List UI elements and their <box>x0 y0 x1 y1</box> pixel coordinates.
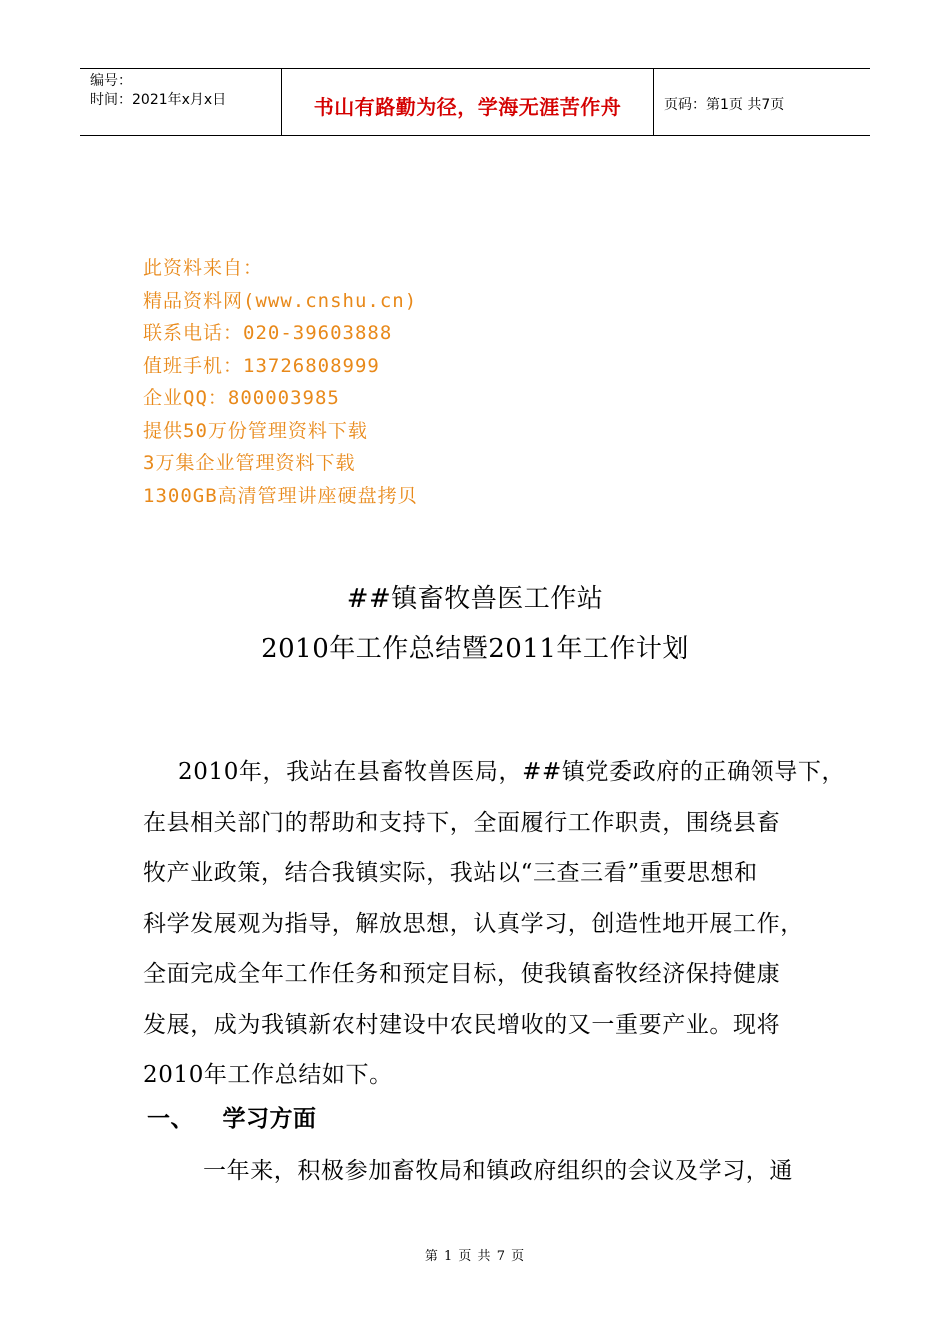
header-meta-cell <box>80 69 282 135</box>
header-page-cell <box>654 69 870 135</box>
source-line-lectures: 1300GB高清管理讲座硬盘拷贝 <box>143 484 418 507</box>
source-line-docs: 提供50万份管理资料下载 <box>143 419 368 442</box>
paragraph-line: 全面完成全年工作任务和预定目标，使我镇畜牧经济保持健康 <box>143 961 781 987</box>
document-number-label: 编号： <box>90 73 132 89</box>
header-motto: 书山有路勤为径，学海无涯苦作舟 <box>313 94 622 119</box>
header-table <box>80 68 870 136</box>
header-motto-cell <box>282 69 654 135</box>
paragraph-line: 一年来，积极参加畜牧局和镇政府组织的会议及学习，通 <box>203 1158 793 1184</box>
source-info-block <box>143 252 418 512</box>
source-line-website: 精品资料网(www.cnshu.cn) <box>143 289 418 312</box>
source-line-mobile: 值班手机：13726808999 <box>143 354 380 377</box>
paragraph-line: 科学发展观为指导，解放思想，认真学习，创造性地开展工作， <box>143 910 804 937</box>
paragraph-line: 在县相关部门的帮助和支持下，全面履行工作职责，围绕县畜 <box>143 809 781 836</box>
document-title-line1: ##镇畜牧兽医工作站 <box>346 584 604 614</box>
study-paragraph <box>143 1146 823 1197</box>
paragraph-line: 2010年工作总结如下。 <box>143 1062 393 1088</box>
header-page-info: 页码：第1页 共7页 <box>664 97 785 113</box>
paragraph-line: 2010年，我站在县畜牧兽医局，##镇党委政府的正确领导下， <box>178 759 846 785</box>
section-heading-study: 一、 学习方面 <box>147 1106 317 1132</box>
source-line-intro: 此资料来自： <box>143 257 264 279</box>
source-line-videos: 3万集企业管理资料下载 <box>143 452 356 474</box>
document-title-line2: 2010年工作总结暨2011年工作计划 <box>261 634 689 664</box>
document-date-label: 时间：2021年x月x日 <box>90 92 227 108</box>
page-footer: 第 1 页 共 7 页 <box>424 1249 526 1264</box>
paragraph-line: 发展，成为我镇新农村建设中农民增收的又一重要产业。现将 <box>143 1011 781 1038</box>
intro-paragraph <box>143 747 846 1101</box>
paragraph-line: 牧产业政策，结合我镇实际，我站以“三查三看”重要思想和 <box>143 860 758 886</box>
source-line-qq: 企业QQ：800003985 <box>143 387 340 409</box>
source-line-phone: 联系电话：020-39603888 <box>143 322 393 344</box>
